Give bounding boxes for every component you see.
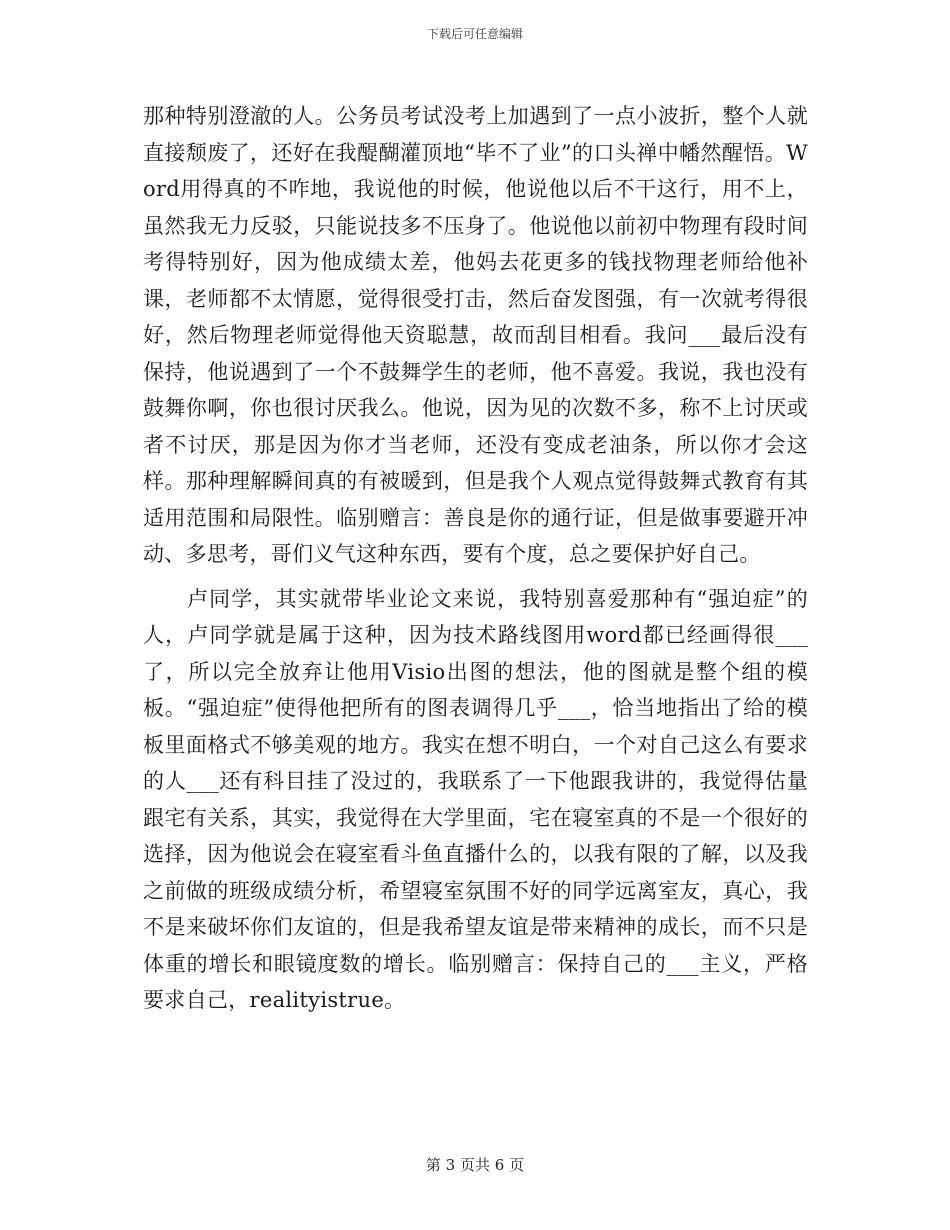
paragraph-2: 卢同学，其实就带毕业论文来说，我特别喜爱那种有“强迫症”的人，卢同学就是属于这种，因为技术路线图用word都已经画得很___了，所以完全放弃让他用Visio出图的想法，他的图就是整个组的模板。“强迫症”使得他把所有的图表调得几乎___，恰当地指出了给的模板里面格式不够美观的地方。我实在想不明白，一个对自己这么有要求的人___还有科目挂了没过的，我联系了一下他跟我讲的，我觉得估量跟宅有关系，其实，我觉得在大学里面，宅在寝室真的不是一个很好的选择，因为他说会在寝室看斗鱼直播什么的，以我有限的了解，以及我之前做的班级成绩分析，希望寝室氛围不好的同学远离室友，真心，我不是来破坏你们友谊的，但是我希望友谊是带来精神的成长，而不只是体重的增长和眼镜度数的增长。临别赠言：保持自己的___主义，严格要求自己，realityistrue。 [143, 586, 808, 1012]
page-number: 第 3 页共 6 页 [425, 1156, 525, 1174]
document-body [143, 98, 808, 1027]
paragraph-1: 那种特别澄澈的人。公务员考试没考上加遇到了一点小波折，整个人就直接颓废了，还好在我醍醐灌顶地“毕不了业”的口头禅中幡然醒悟。Word用得真的不咋地，我说他的时候，他说他以后不干这行，用不上，虽然我无力反驳，只能说技多不压身了。他说他以前初中物理有段时间考得特别好，因为他成绩太差，他妈去花更多的钱找物理老师给他补课，老师都不太情愿，觉得很受打击，然后奋发图强，有一次就考得很好，然后物理老师觉得他天资聪慧，故而刮目相看。我问___最后没有保持，他说遇到了一个不鼓舞学生的老师，他不喜爱。我说，我也没有鼓舞你啊，你也很讨厌我么。他说，因为见的次数不多，称不上讨厌或者不讨厌，那是因为你才当老师，还没有变成老油条，所以你才会这样。那种理解瞬间真的有被暖到，但是我个人观点觉得鼓舞式教育有其适用范围和局限性。临别赠言：善良是你的通行证，但是做事要避开冲动、多思考，哥们义气这种东西，要有个度，总之要保护好自己。 [143, 104, 808, 566]
page-header: 下载后可任意编辑 [426, 27, 523, 41]
